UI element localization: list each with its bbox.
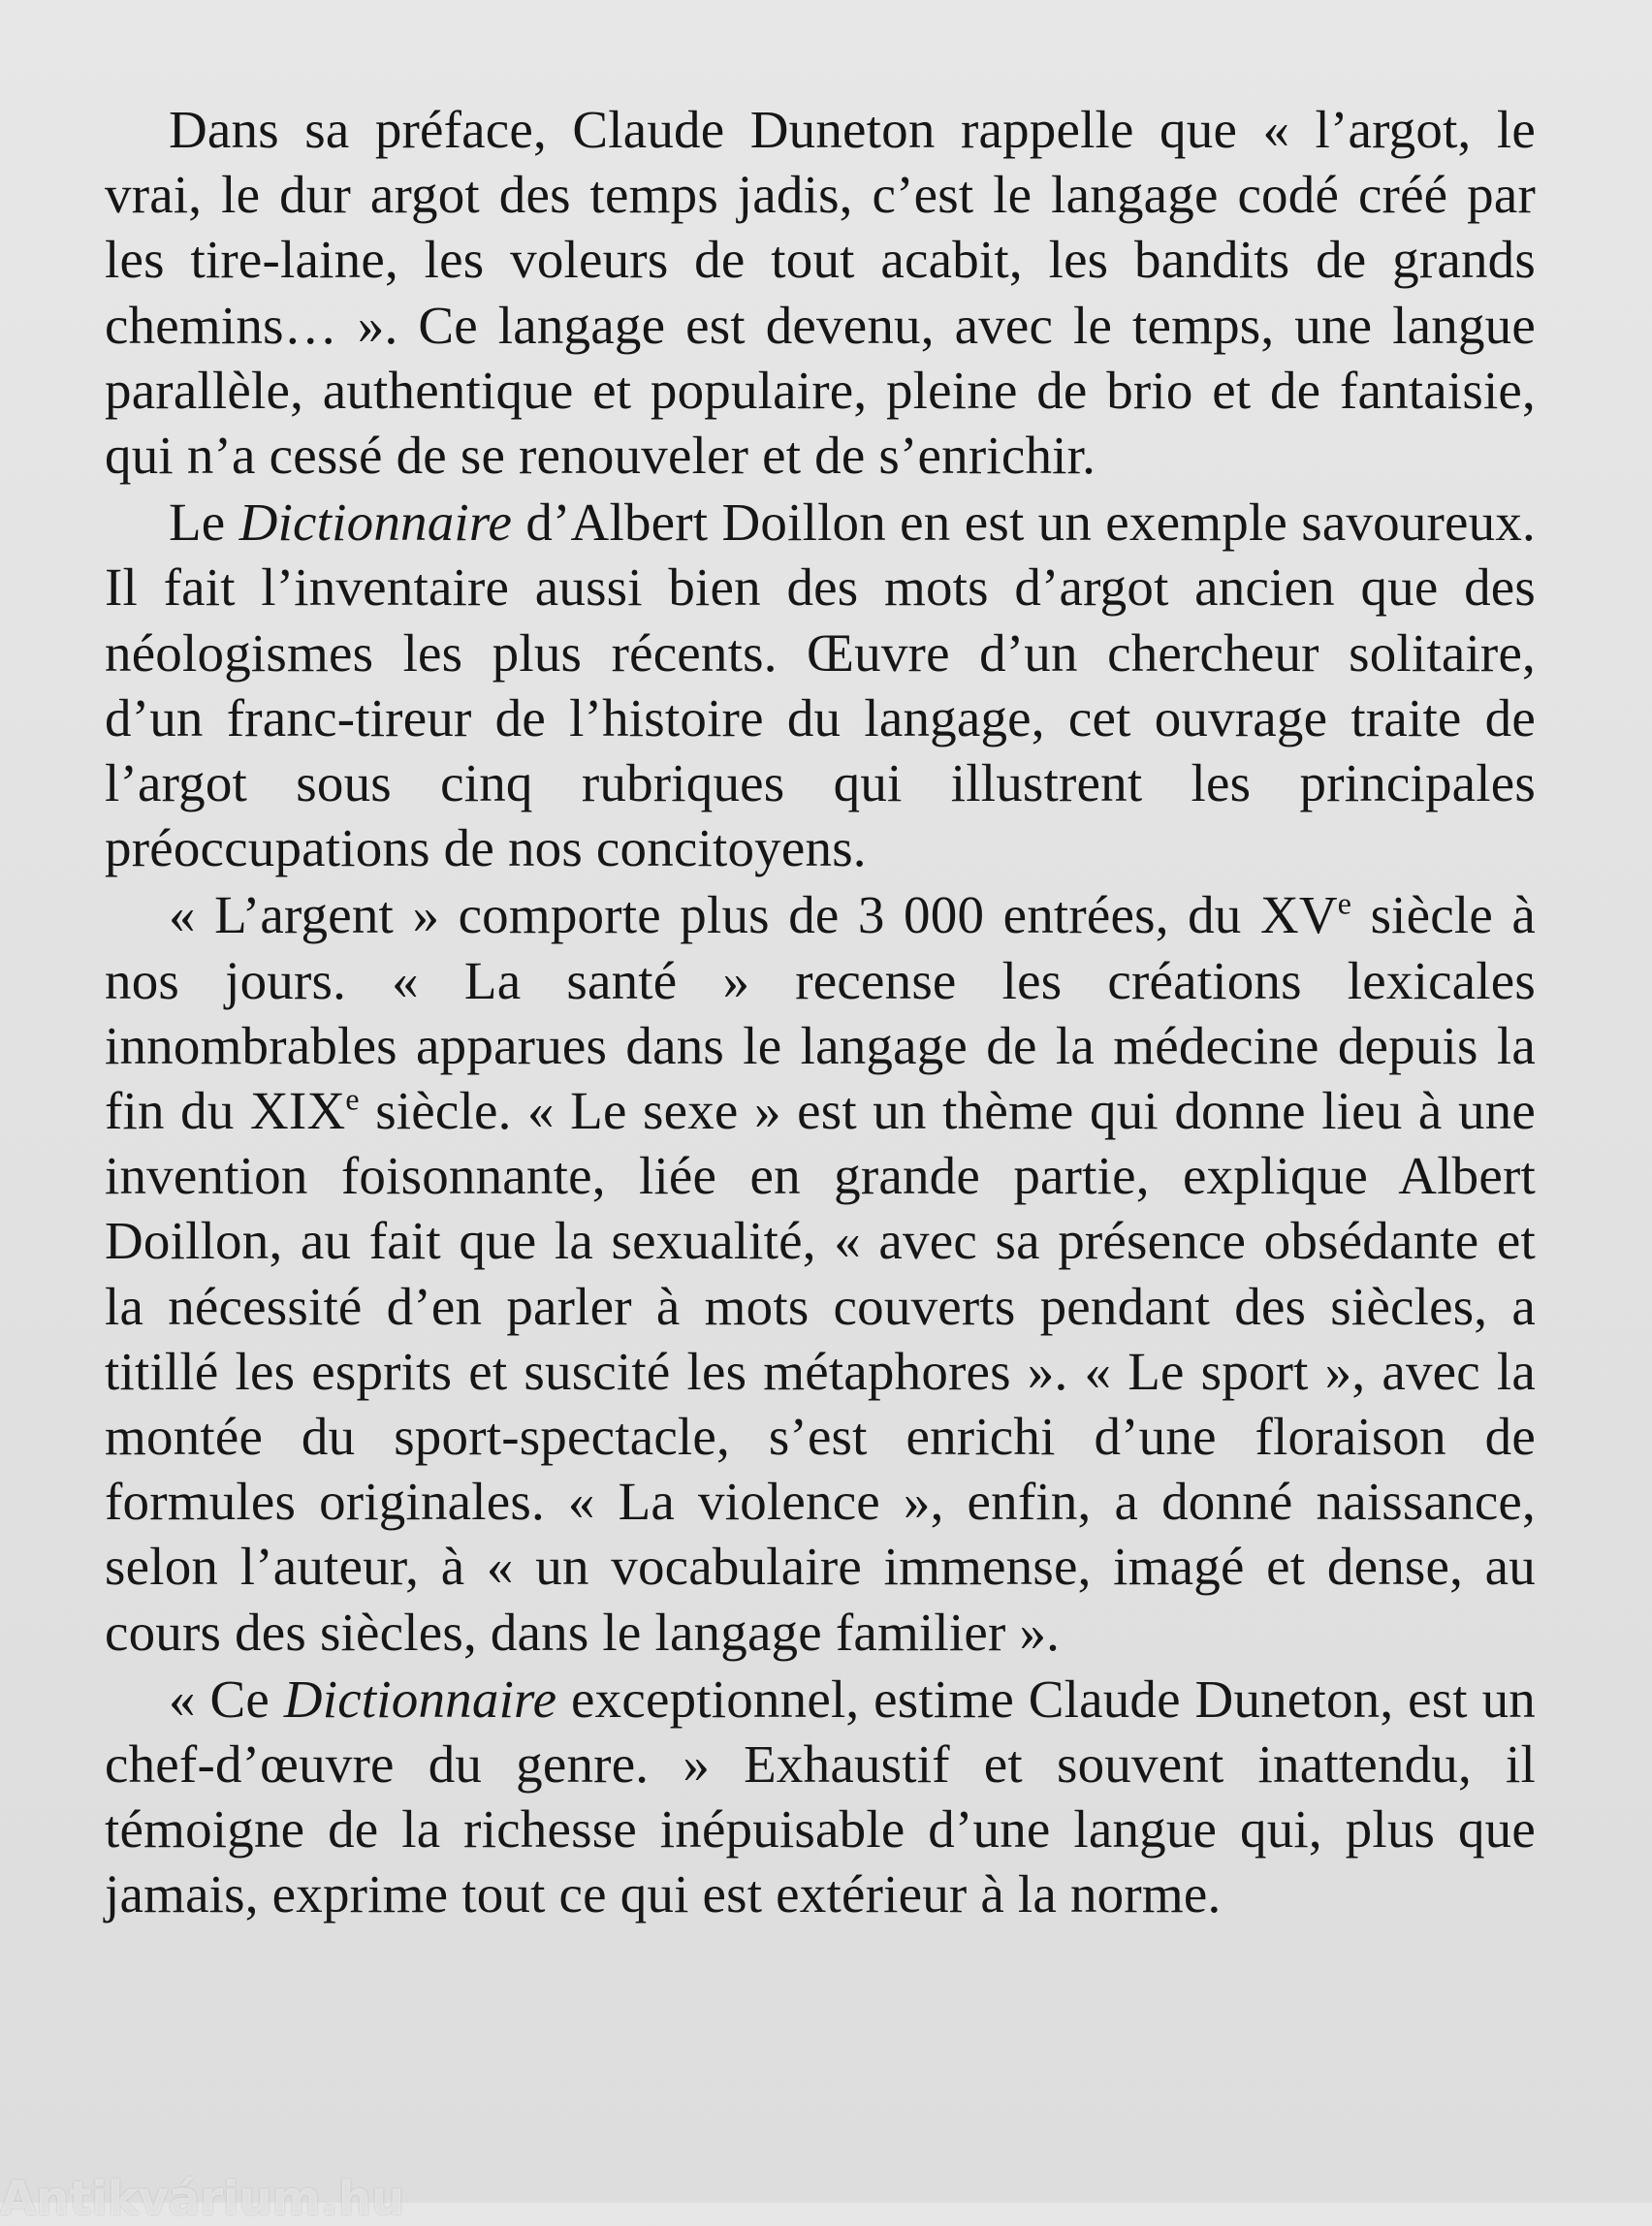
- paragraph-3-part-3: siècle. « Le sexe » est un thème qui donne lieu à une invention foisonnante, liée en grande partie, explique Albert Doillon, au fait que la sexualité, « avec sa présence obsédante et la nécessité d’en parler à mots couverts pendant des siècles, a titillé les esprits et suscité les métaphores ». « Le sport », avec la montée du sport-spectacle, s’est enrichi d’une floraison de formules originales. « La violence », enfin, a donné naissance, selon l’auteur, à « un vocabulaire immense, imagé et dense, au cours des siècles, dans le langage familier ».: [105, 1081, 1536, 1662]
- paragraph-3-part-2: siècle à nos jours. « La santé » recense les créations lexicales innombrables apparues dans le langage de la médecine depuis la fin du: [105, 885, 1537, 1141]
- book-text-block: [105, 97, 1536, 1929]
- century-fifteenth-suffix: e: [1337, 887, 1352, 922]
- watermark-text: Antikvárium.hu: [0, 2172, 405, 2226]
- paragraph-1: [105, 97, 1536, 488]
- paragraph-1-text: Dans sa préface, Claude Duneton rappelle que « l’argot, le vrai, le dur argot des temps jadis, c’est le langage codé créé par les tire-laine, les voleurs de tout acabit, les bandits de grands chemins… ». Ce langage est devenu, avec le temps, une langue parallèle, authentique et populaire, pleine de brio et de fantaisie, qui n’a cessé de se renouveler et de s’enrichir.: [105, 100, 1536, 486]
- paragraph-4-body: exceptionnel, estime Claude Duneton, est un chef-d’œuvre du genre. » Exhaustif et souvent inattendu, il témoigne de la richesse inépuisable d’une langue qui, plus que jamais, exprime tout ce qui est extérieur à la norme.: [105, 1669, 1536, 1924]
- century-fifteenth: XV: [1259, 885, 1338, 945]
- paragraph-3-part-1: « L’argent » comporte plus de 3 000 entrées, du: [169, 885, 1260, 945]
- century-nineteenth: XIX: [250, 1081, 346, 1141]
- paragraph-2-body: d’Albert Doillon en est un exemple savoureux. Il fait l’inventaire aussi bien des mots d’argot ancien que des néologismes les plus récents. Œuvre d’un chercheur solitaire, d’un franc-tireur de l’histoire du langage, cet ouvrage traite de l’argot sous cinq rubriques qui illustrent les principales préoccupations de nos concitoyens.: [105, 493, 1537, 878]
- paragraph-3: [105, 882, 1536, 1664]
- dictionary-title-italic-2: Dictionnaire: [283, 1669, 557, 1729]
- paragraph-2: [105, 490, 1536, 880]
- paragraph-4-lead: « Ce: [169, 1669, 284, 1729]
- dictionary-title-italic: Dictionnaire: [238, 493, 513, 553]
- paragraph-4: [105, 1667, 1536, 1927]
- century-nineteenth-suffix: e: [345, 1082, 360, 1117]
- paragraph-2-lead: Le: [169, 493, 239, 553]
